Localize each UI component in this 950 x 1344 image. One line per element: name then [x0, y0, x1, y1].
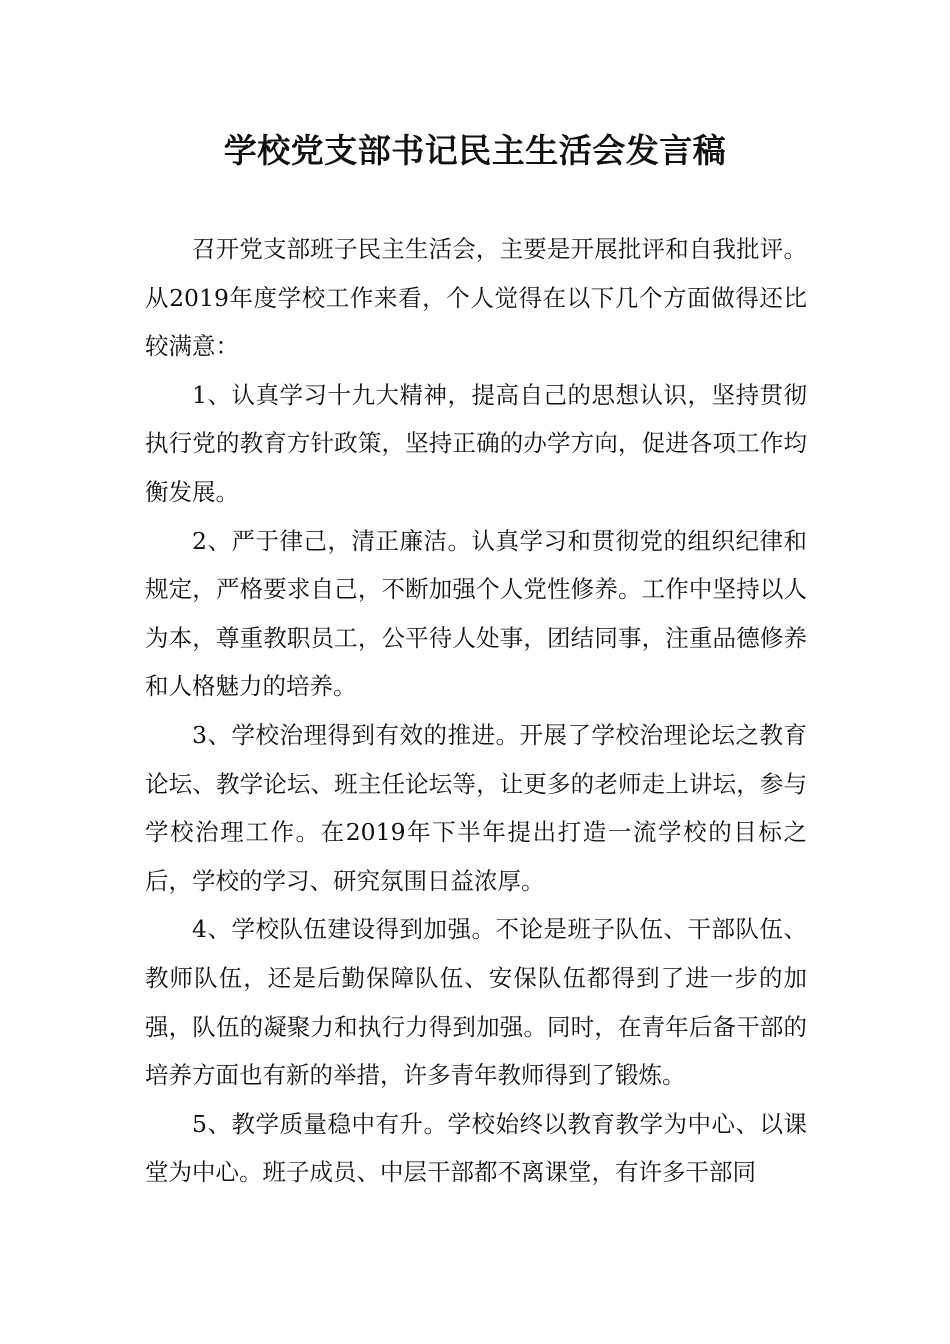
paragraph-intro: 召开党支部班子民主生活会，主要是开展批评和自我批评。从2019年度学校工作来看，个人觉得在以下几个方面做得还比较满意： [145, 235, 807, 361]
paragraph-item-1: 1、认真学习十九大精神，提高自己的思想认识，坚持贯彻执行党的教育方针政策，坚持正确的办学方向，促进各项工作均衡发展。 [145, 380, 807, 506]
document-body [145, 225, 807, 1197]
paragraph-item-3: 3、学校治理得到有效的推进。开展了学校治理论坛之教育论坛、教学论坛、班主任论坛等，让更多的老师走上讲坛，参与学校治理工作。在2019年下半年提出打造一流学校的目标之后，学校的学习、研究氛围日益浓厚。 [145, 720, 807, 895]
document-title: 学校党支部书记民主生活会发言稿 [223, 131, 727, 170]
paragraph-item-5: 5、教学质量稳中有升。学校始终以教育教学为中心、以课堂为中心。班子成员、中层干部都不离课堂，有许多干部同 [145, 1109, 807, 1187]
paragraph-item-4: 4、学校队伍建设得到加强。不论是班子队伍、干部队伍、教师队伍，还是后勤保障队伍、安保队伍都得到了进一步的加强，队伍的凝聚力和执行力得到加强。同时，在青年后备干部的培养方面也有新的举措，许多青年教师得到了锻炼。 [145, 915, 807, 1090]
paragraph-item-2: 2、严于律己，清正廉洁。认真学习和贯彻党的组织纪律和规定，严格要求自己，不断加强个人党性修养。工作中坚持以人为本，尊重教职员工，公平待人处事，团结同事，注重品德修养和人格魅力的培养。 [145, 526, 807, 701]
